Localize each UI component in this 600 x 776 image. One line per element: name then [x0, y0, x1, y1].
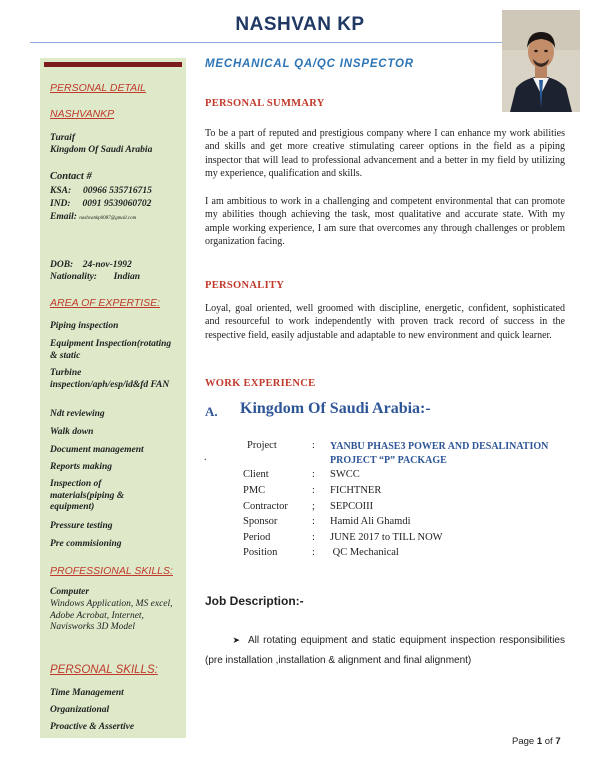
computer-detail: Windows Application, MS excel, Adobe Acrobat, Internet, Navisworks 3D Model [50, 599, 173, 632]
contractor-sep: ; [312, 501, 315, 512]
profile-photo-graphic [502, 10, 580, 112]
contractor-label: Contractor [243, 501, 288, 512]
expertise-item: Equipment Inspection(rotating & static [50, 339, 172, 361]
personal-skill-item: Organizational [50, 705, 110, 715]
address-city: Turaif [50, 133, 75, 143]
professional-skills-heading: PROFESSIONAL SKILLS: [50, 565, 173, 577]
ind-phone: IND: 0091 9539060702 [50, 199, 152, 209]
page-of-label: of [542, 736, 556, 747]
sidebar-name: NASHVANKP [50, 108, 115, 120]
email-value[interactable]: nashvankp0087@gmail.com [79, 216, 137, 221]
period-value: JUNE 2017 to TILL NOW [330, 532, 443, 543]
job-description-heading: Job Description:- [205, 594, 304, 608]
personality-paragraph: Loyal, goal oriented, well groomed with discipline, energetic, confident, sophisticated and resourceful to work independently with proven track record of success in the respective field, easily adjustable and adaptable to new environment and quick learner. [205, 303, 565, 341]
expertise-item: Piping inspection [50, 321, 119, 331]
expertise-item: Pre commisioning [50, 539, 122, 549]
contractor-value: SEPCOIII [330, 501, 374, 512]
page-label: Page [512, 736, 537, 747]
position-sep: : [312, 547, 315, 558]
work-country: Kingdom Of Saudi Arabia:- [240, 400, 431, 417]
expertise-item: Ndt reviewing [50, 409, 105, 419]
personality-heading: PERSONALITY [205, 280, 285, 291]
client-sep: : [312, 469, 315, 480]
project-label: Project [247, 440, 277, 451]
sponsor-sep: : [312, 516, 315, 527]
client-label: Client [243, 469, 269, 480]
work-experience-heading: WORK EXPERIENCE [205, 378, 316, 389]
personal-skill-item: Time Management [50, 688, 124, 698]
email-label: Email: [50, 212, 77, 222]
pmc-value: FICHTNER [330, 485, 382, 496]
work-item-letter: A. [205, 404, 218, 419]
sidebar [40, 58, 186, 738]
candidate-name: NASHVAN KP [235, 14, 365, 35]
contact-heading: Contact # [50, 171, 92, 182]
personal-skills-heading: PERSONAL SKILLS: [50, 664, 158, 676]
expertise-item: Pressure testing [50, 521, 113, 531]
sponsor-label: Sponsor [243, 516, 278, 527]
stray-dot: . [204, 452, 207, 463]
project-value: YANBU PHASE3 POWER AND DESALINATION PROJECT “P” PACKAGE [330, 441, 549, 466]
personal-skill-item: Proactive & Assertive [50, 722, 135, 732]
summary-paragraph-1: To be a part of reputed and prestigious company where I can enhance my work abilities and skills and get more creative stimulating career options in the field as a piping inspector that will lead to professional advancement and a better in my field by utilizing my experience, qualification and skills. [205, 128, 565, 179]
sponsor-value: Hamid Ali Ghamdi [330, 516, 411, 527]
job-description-text: All rotating equipment and static equipment inspection responsibilities (pre installation ,installation & alignment and final alignment) [205, 635, 565, 666]
page-footer [512, 736, 561, 747]
address-country: Kingdom Of Saudi Arabia [50, 145, 153, 155]
email-row [50, 212, 136, 225]
summary-paragraph-2: I am ambitious to work in a challenging and competent environmental that can promote my abilities though achieving the task, most qualitative and accurate state. With my ample working experience, I am sure that overcomes any through challenges or problem organization facing. [205, 196, 565, 247]
position-label: Position [243, 547, 278, 558]
page-total: 7 [555, 736, 561, 747]
pmc-sep: : [312, 485, 315, 496]
pmc-label: PMC [243, 485, 266, 496]
ksa-phone: KSA: 00966 535716715 [50, 186, 152, 196]
expertise-item: Walk down [50, 427, 94, 437]
header-rule [30, 42, 570, 43]
period-sep: : [312, 532, 315, 543]
period-label: Period [243, 532, 271, 543]
job-title: MECHANICAL QA/QC INSPECTOR [205, 58, 414, 70]
computer-label: Computer [50, 587, 90, 597]
expertise-item: Inspection of materials(piping & equipment) [50, 479, 125, 512]
nationality: Nationality: Indian [50, 272, 140, 282]
page-number: 1 [536, 736, 543, 747]
expertise-heading: AREA OF EXPERTISE: [50, 297, 161, 309]
project-sep: : [312, 440, 315, 451]
expertise-item: Document management [50, 445, 144, 455]
expertise-item: Reports making [50, 462, 113, 472]
position-value: QC Mechanical [330, 547, 399, 558]
arrow-bullet-icon: ➤ [232, 635, 240, 645]
client-value: SWCC [330, 469, 360, 480]
expertise-item: Turbine inspection/aph/esp/id&fd FAN [50, 368, 170, 390]
profile-photo [502, 10, 580, 112]
job-description-item [205, 630, 565, 671]
sidebar-accent-bar [44, 62, 182, 67]
dob: DOB: 24-nov-1992 [50, 260, 132, 270]
personal-detail-heading: PERSONAL DETAIL [50, 82, 146, 94]
personal-summary-heading: PERSONAL SUMMARY [205, 98, 325, 109]
